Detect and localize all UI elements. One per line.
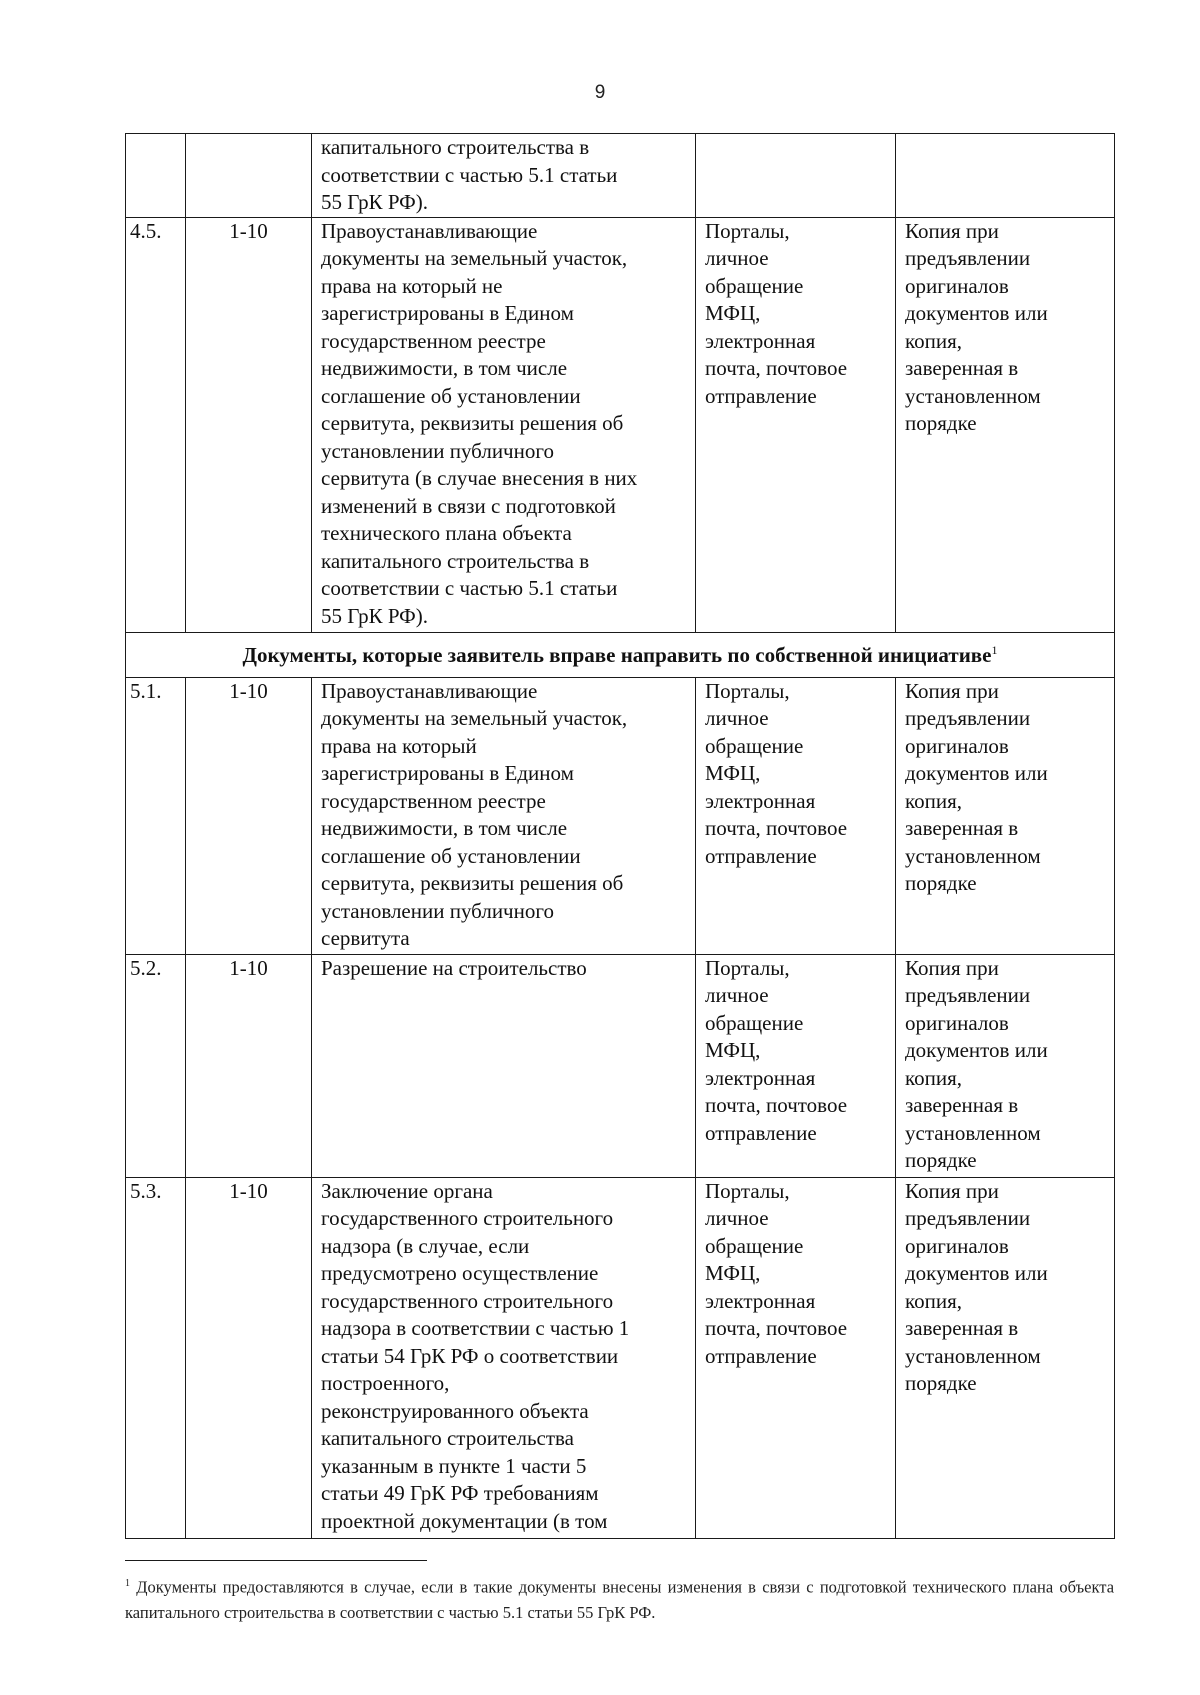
row-count-cell: 1-10: [186, 1177, 312, 1538]
row-document-cell: капитального строительства в соответствии с частью 5.1 статьи 55 ГрК РФ).: [312, 134, 696, 218]
footnote-separator: [125, 1560, 427, 1561]
row-number-cell: 5.1.: [126, 677, 186, 954]
footnote-text: Документы предоставляются в случае, если в такие документы внесены изменения в связи с подготовкой технического плана объекта капитального строительства в соответствии с частью 5.1 статьи 55 ГрК РФ.: [125, 1577, 1115, 1622]
row-method-cell: Порталы, личное обращение МФЦ, электронная почта, почтовое отправление: [696, 677, 896, 954]
row-method-cell: Порталы, личное обращение МФЦ, электронная почта, почтовое отправление: [696, 954, 896, 1177]
row-form-cell: [896, 134, 1115, 218]
row-document-cell: Заключение органа государственного строительного надзора (в случае, если предусмотрено осуществление государственного строительного надзора в соответствии с частью 1 статьи 54 ГрК РФ о соответствии построенного, реконструированного объекта капитального строительства указанным в пункте 1 части 5 статьи 49 ГрК РФ требованиям проектной документации (в том: [312, 1177, 696, 1538]
row-form-cell: Копия при предъявлении оригиналов документов или копия, заверенная в установленном порядке: [896, 954, 1115, 1177]
row-number-cell: 5.2.: [126, 954, 186, 1177]
row-form-cell: Копия при предъявлении оригиналов документов или копия, заверенная в установленном порядке: [896, 1177, 1115, 1538]
row-method-cell: Порталы, личное обращение МФЦ, электронная почта, почтовое отправление: [696, 1177, 896, 1538]
table-row-continuation: [126, 134, 1115, 218]
row-method-cell: [696, 134, 896, 218]
section-title: [126, 632, 1115, 677]
table-row: [126, 954, 1115, 1177]
table-row: [126, 677, 1115, 954]
row-document-cell: Правоустанавливающие документы на земельный участок, права на который не зарегистрированы в Едином государственном реестре недвижимости, в том числе соглашение об установлении сервитута, реквизиты решения об установлении публичного сервитута (в случае внесения в них изменений в связи с подготовкой технического плана объекта капитального строительства в соответствии с частью 5.1 статьи 55 ГрК РФ).: [312, 217, 696, 632]
section-title-text: Документы, которые заявитель вправе направить по собственной инициативе: [242, 642, 992, 667]
row-count-cell: 1-10: [186, 217, 312, 632]
table-row: [126, 217, 1115, 632]
row-number-cell: 4.5.: [126, 217, 186, 632]
documents-table: [125, 133, 1115, 1539]
footnote: [125, 1571, 1114, 1625]
row-document-cell: Правоустанавливающие документы на земельный участок, права на который зарегистрированы в Едином государственном реестре недвижимости, в том числе соглашение об установлении сервитута, реквизиты решения об установлении публичного сервитута: [312, 677, 696, 954]
table-row: [126, 1177, 1115, 1538]
footnote-reference: 1: [991, 642, 998, 657]
row-document-cell: Разрешение на строительство: [312, 954, 696, 1177]
page-number: 9: [594, 82, 606, 103]
row-count-cell: 1-10: [186, 954, 312, 1177]
row-method-cell: Порталы, личное обращение МФЦ, электронная почта, почтовое отправление: [696, 217, 896, 632]
row-form-cell: Копия при предъявлении оригиналов документов или копия, заверенная в установленном порядке: [896, 677, 1115, 954]
row-count-cell: 1-10: [186, 677, 312, 954]
row-form-cell: Копия при предъявлении оригиналов документов или копия, заверенная в установленном порядке: [896, 217, 1115, 632]
footnote-mark: 1: [125, 1578, 130, 1589]
row-count-cell: [186, 134, 312, 218]
section-header-row: [126, 632, 1115, 677]
row-number-cell: [126, 134, 186, 218]
row-number-cell: 5.3.: [126, 1177, 186, 1538]
